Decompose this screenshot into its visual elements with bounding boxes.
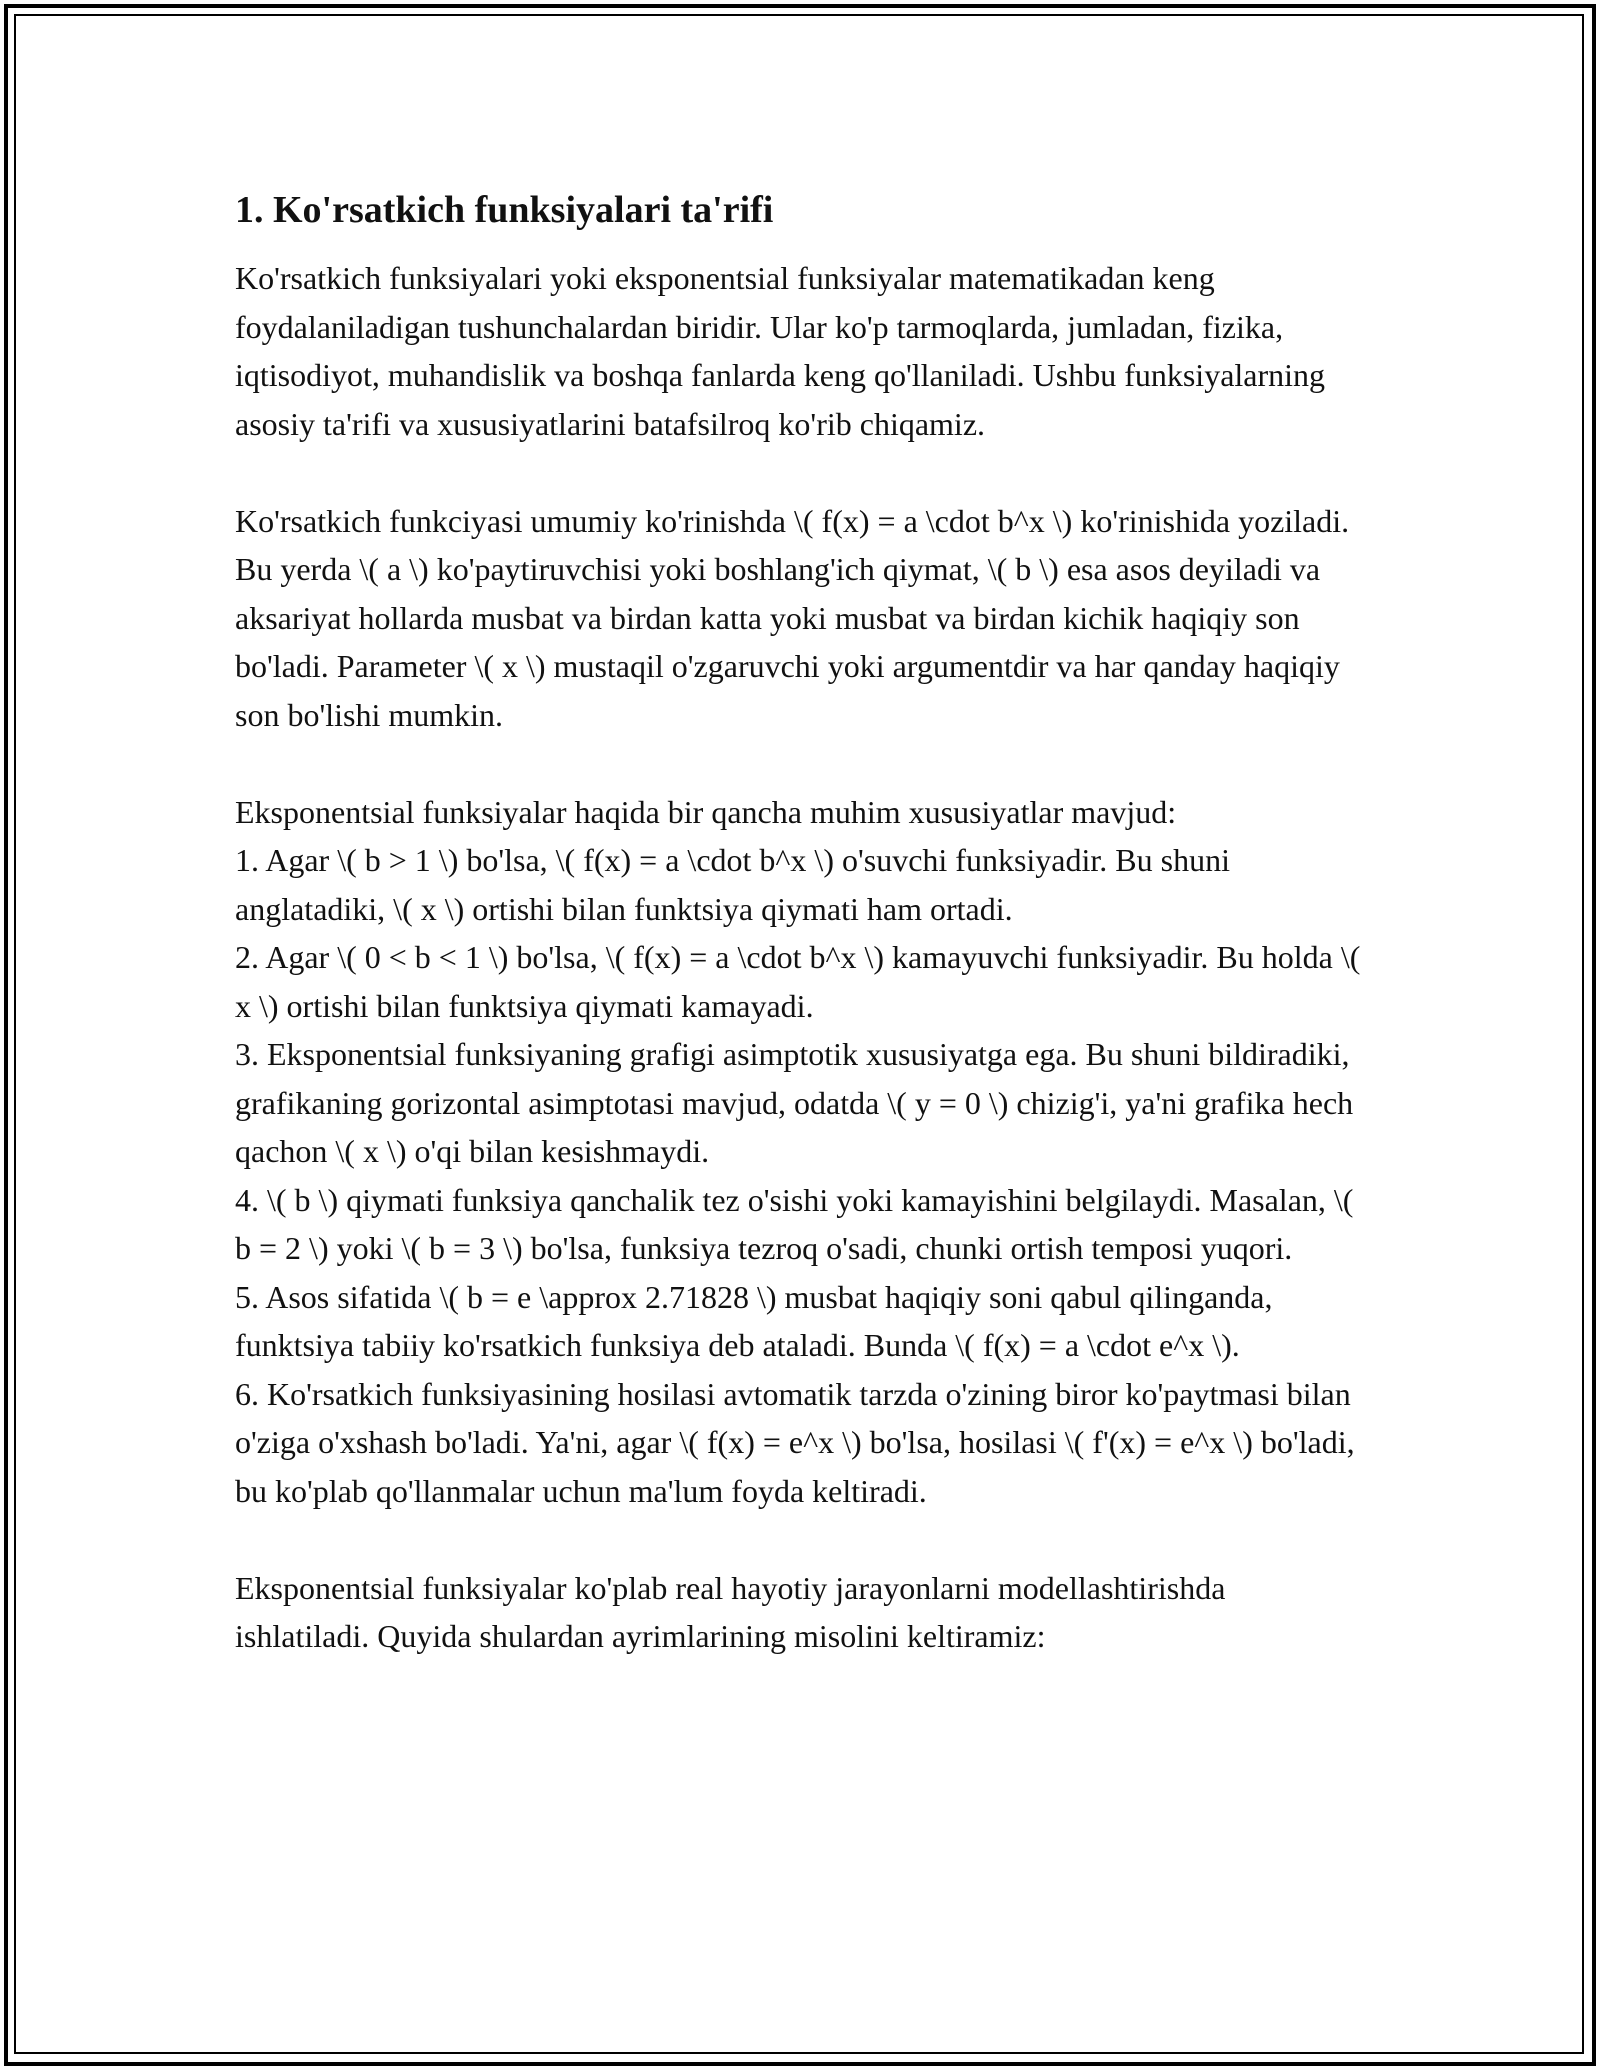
properties-intro: Eksponentsial funksiyalar haqida bir qancha muhim xususiyatlar mavjud: [235, 793, 1177, 830]
applications-paragraph: Eksponentsial funksiyalar ko'plab real hayotiy jarayonlarni modellashtirishda ishlatiladi. Quyida shulardan ayrimlarining misolini keltiramiz: [235, 1569, 1226, 1654]
properties-list [235, 788, 1365, 1516]
property-item-2: 2. Agar \( 0 < b < 1 \) bo'lsa, \( f(x) = a \cdot b^x \) kamayuvchi funksiyadir. Bu holda \( x \) ortishi bilan funktsiya qiymati kamayadi. [235, 939, 1361, 1024]
intro-paragraph: Ko'rsatkich funksiyalari yoki eksponentsial funksiyalar matematikadan keng foydalaniladigan tushunchalardan biridir. Ular ko'p tarmoqlarda, jumladan, fizika, iqtisodiyot, muhandislik va boshqa fanlarda keng qo'llaniladi. Ushbu funksiyalarning asosiy ta'rifi va xususiyatlarini batafsilroq ko'rib chiqamiz. [235, 260, 1326, 442]
section-heading: 1. Ko'rsatkich funksiyalari ta'rifi [235, 189, 774, 231]
property-item-4: 4. \( b \) qiymati funksiya qanchalik tez o'sishi yoki kamayishini belgilaydi. Masalan, \( b = 2 \) yoki \( b = 3 \) bo'lsa, funksiya tezroq o'sadi, chunki ortish temposi yuqori. [235, 1181, 1354, 1266]
property-item-6: 6. Ko'rsatkich funksiyasining hosilasi avtomatik tarzda o'zining biror ko'paytmasi bilan o'ziga o'xshash bo'ladi. Ya'ni, agar \( f(x) = e^x \) bo'lsa, hosilasi \( f'(x) = e^x \) bo'ladi, bu ko'plab qo'llanmalar uchun ma'lum foyda keltiradi. [235, 1375, 1355, 1509]
property-item-1: 1. Agar \( b > 1 \) bo'lsa, \( f(x) = a \cdot b^x \) o'suvchi funksiyadir. Bu shuni anglatadiki, \( x \) ortishi bilan funktsiya qiymati ham ortadi. [235, 842, 1230, 927]
definition-paragraph: Ko'rsatkich funkciyasi umumiy ko'rinishda \( f(x) = a \cdot b^x \) ko'rinishida yoziladi. Bu yerda \( a \) ko'paytiruvchisi yoki boshlang'ich qiymat, \( b \) esa asos deyiladi va aksariyat hollarda musbat va birdan katta yoki musbat va birdan kichik haqiqiy son bo'ladi. Parameter \( x \) mustaqil o'zgaruvchi yoki argumentdir va har qanday haqiqiy son bo'lishi mumkin. [235, 502, 1350, 733]
property-item-5: 5. Asos sifatida \( b = e \approx 2.71828 \) musbat haqiqiy soni qabul qilinganda, funktsiya tabiiy ko'rsatkich funksiya deb ataladi. Bunda \( f(x) = a \cdot e^x \). [235, 1278, 1273, 1363]
document-body [235, 186, 1365, 1661]
property-item-3: 3. Eksponentsial funksiyaning grafigi asimptotik xususiyatga ega. Bu shuni bildiradiki, grafikaning gorizontal asimptotasi mavjud, odatda \( y = 0 \) chizig'i, ya'ni grafika hech qachon \( x \) o'qi bilan kesishmaydi. [235, 1036, 1354, 1169]
